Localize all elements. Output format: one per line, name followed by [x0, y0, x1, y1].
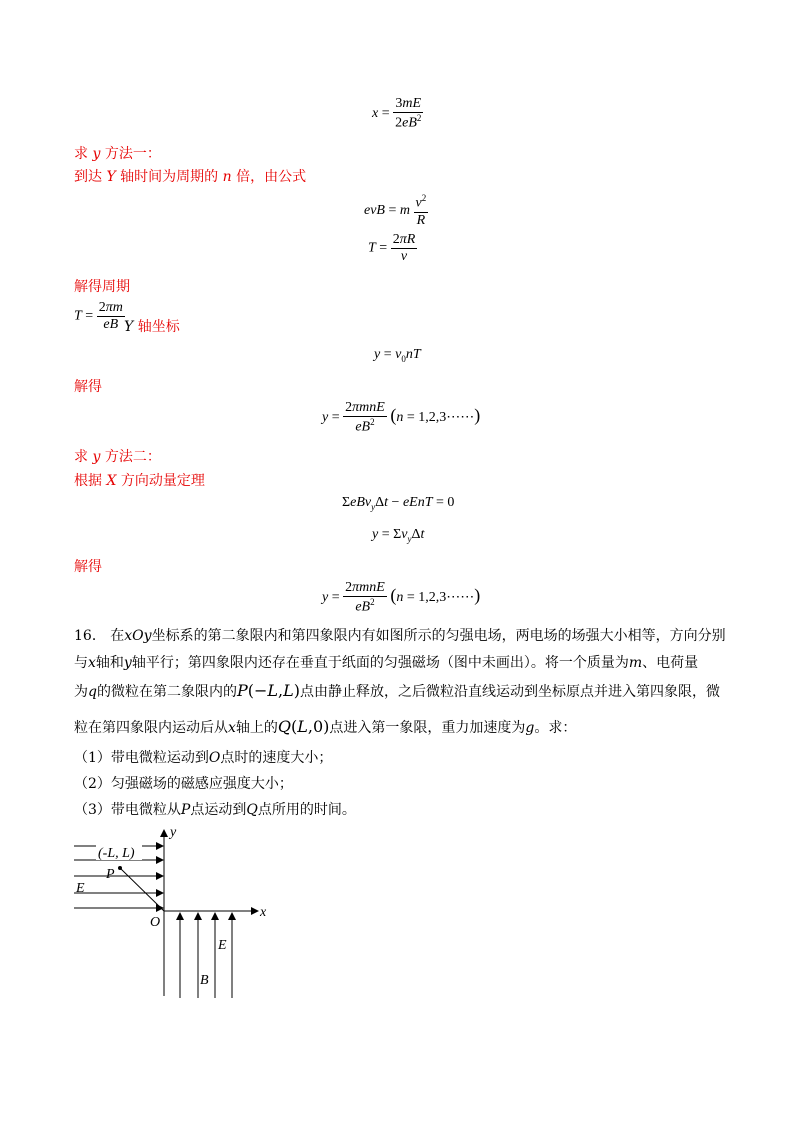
problem-line-3: 为q的微粒在第二象限内的P(−L,L)点由静止释放，之后微粒沿直线运动到坐标原点并进入第四象限，微: [74, 681, 720, 700]
equation-force: evB = m $\frac{v^2}{R}$: [364, 193, 427, 228]
point-coord-label: (-L, L): [98, 846, 135, 861]
equation-y1: $y = v_0nT$: [374, 347, 421, 364]
period-result: T = $\frac{2\pi m}{eB}$: [74, 300, 123, 332]
solve-label-2: 解得: [74, 559, 102, 575]
equation-period-def: T = $\frac{2\pi R}{v}$: [368, 232, 416, 264]
e-left-label: E: [76, 881, 85, 896]
e-right-label: E: [218, 938, 227, 953]
equation-y2: $y = \Sigma v_y\Delta t$: [372, 527, 425, 544]
solve-label-1: 解得: [74, 379, 102, 395]
method2-intro: 根据 X 方向动量定理: [74, 473, 205, 489]
method2-title: 求 y 方法二：: [74, 449, 161, 465]
problem-line-4: 粒在第四象限内运动后从x轴上的Q(L,0)点进入第一象限，重力加速度为g。求：: [74, 717, 577, 736]
trajectory-line: [120, 868, 164, 911]
problem-line-2: 与x轴和y轴平行；第四象限内还存在垂直于纸面的匀强磁场（图中未画出）。将一个质量为m、电荷量: [74, 655, 699, 671]
y-axis-coord-label: Y 轴坐标: [124, 319, 180, 335]
origin-label: O: [150, 915, 161, 930]
question-2: （2）匀强磁场的磁感应强度大小；: [74, 776, 293, 792]
period-label: 解得周期: [74, 279, 130, 295]
equation-y-result-1: y = $\frac{\text{2πmnE}}{eB^2}$ (n = 1,2,3⋯⋯): [322, 400, 481, 435]
field-diagram: [60, 820, 290, 1005]
method1-intro: 到达 Y 轴时间为周期的 n 倍，由公式: [74, 169, 307, 185]
b-label: B: [200, 973, 209, 988]
point-p-dot: [118, 866, 122, 870]
equation-momentum: ΣeBv$_y$Δt − eEnT = 0: [342, 495, 455, 512]
question-3: （3）带电微粒从P点运动到Q点所用的时间。: [74, 802, 356, 818]
p-label: P: [106, 867, 115, 882]
equation-x: x = $\frac{3mE}{2eB^2}$: [372, 96, 422, 131]
question-1: （1）带电微粒运动到O点时的速度大小；: [74, 750, 333, 766]
method1-title: 求 y 方法一：: [74, 146, 161, 162]
y-axis-label: y: [170, 825, 177, 840]
equation-y-result-2: y = $\frac{\text{2πmnE}}{eB^2}$ (n = 1,2,3⋯⋯): [322, 580, 481, 615]
x-axis-label: x: [260, 905, 267, 920]
problem-line-1: 16． 在xOy坐标系的第二象限内和第四象限内有如图所示的匀强电场，两电场的场强大小相等，方向分别: [74, 628, 726, 644]
